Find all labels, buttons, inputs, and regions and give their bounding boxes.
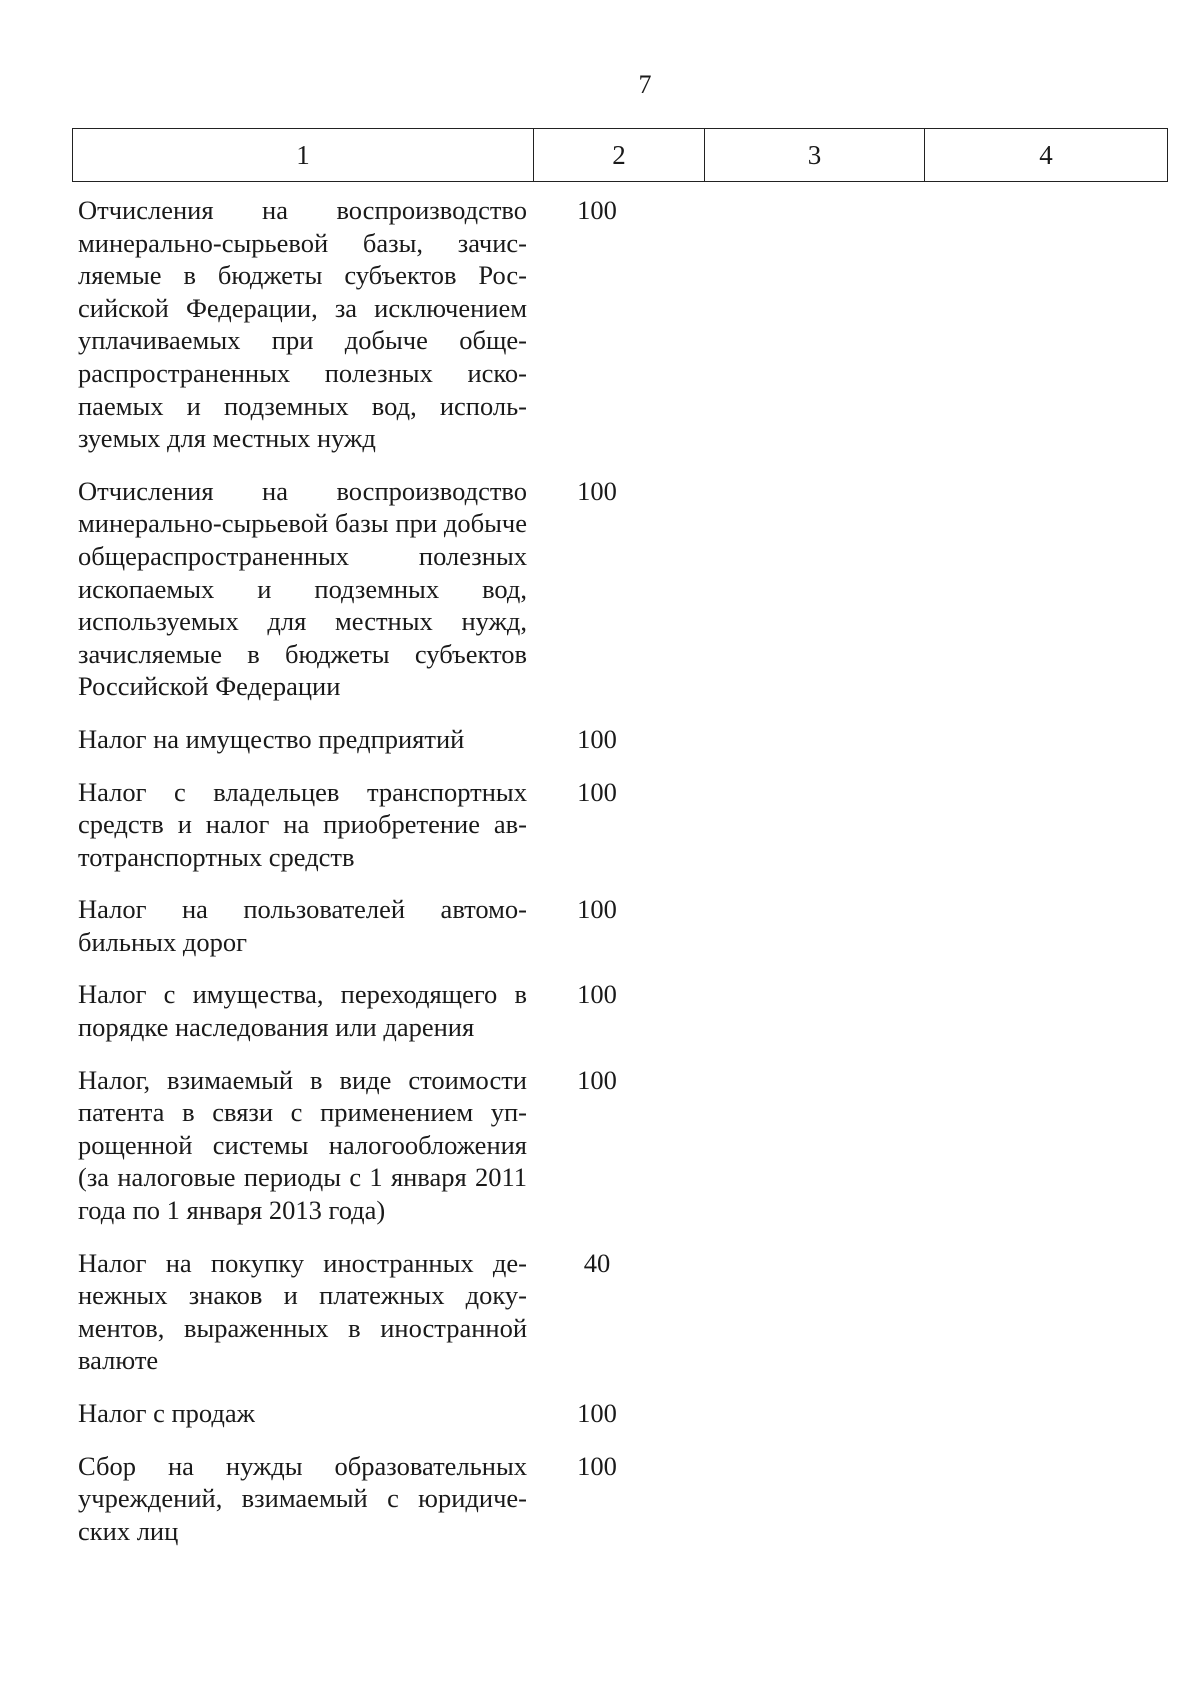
table-row (78, 893, 1178, 958)
column-header-2: 2 (534, 129, 705, 182)
table-row (78, 776, 1178, 874)
table-row (78, 194, 1178, 455)
revenue-name: Отчисления на воспроизводство минерально-сырьевой базы при добыче общераспространенных полезных ископаемых и подземных вод, используемых для местных нужд, зачисляемые в бюджеты субъектов Российской Федерации (78, 475, 527, 702)
revenue-name: Налог с владельцев транспортных средств и налог на приобретение автотранспортных средств (78, 776, 527, 872)
column-header-table (72, 128, 1168, 182)
revenue-percent: 40 (583, 1247, 611, 1278)
revenue-percent: 100 (577, 894, 617, 925)
revenue-percent: 100 (577, 1398, 617, 1428)
table-row (78, 475, 1178, 703)
revenue-percent: 100 (577, 1064, 617, 1095)
table-row (78, 1247, 1178, 1377)
revenue-name: Налог на имущество предприятий (78, 723, 465, 754)
revenue-name: Налог с продаж (78, 1398, 255, 1428)
table-row (78, 1064, 1178, 1227)
revenue-name: Отчисления на воспроизводство минерально-сырьевой базы, зачисляемые в бюджеты субъектов Российской Федерации, за исключением уплачиваемых при добыче общераспространенных полезных ископаемых и подземных вод, используемых для местных нужд (78, 195, 527, 454)
column-header-3: 3 (705, 129, 925, 182)
table-row (78, 978, 1178, 1043)
column-header-1: 1 (73, 129, 534, 182)
revenue-percent: 100 (577, 723, 617, 754)
revenue-percent: 100 (577, 475, 617, 506)
table-row (78, 723, 1178, 756)
revenue-percent: 100 (577, 979, 617, 1010)
revenue-name: Сбор на нужды образовательных учреждений, взимаемый с юридических лиц (78, 1450, 527, 1546)
revenue-percent: 100 (577, 1450, 617, 1481)
revenue-percent: 100 (577, 776, 617, 807)
table-row (78, 1450, 1178, 1548)
revenue-name: Налог на покупку иностранных денежных знаков и платежных документов, выраженных в иностранной валюте (78, 1247, 527, 1376)
table-row (78, 1397, 1178, 1430)
revenue-name: Налог, взимаемый в виде стоимости патента в связи с применением упрощенной системы налогообложения (за налоговые периоды с 1 января 2011 года по 1 января 2013 года) (78, 1064, 527, 1226)
column-header-4: 4 (925, 129, 1168, 182)
revenue-percent: 100 (577, 195, 617, 225)
column-header-row (73, 129, 1168, 182)
revenue-list (78, 194, 1178, 1567)
revenue-name: Налог с имущества, переходящего в порядке наследования или дарения (78, 979, 527, 1043)
page-number: 7 (638, 70, 652, 99)
revenue-name: Налог на пользователей автомобильных дорог (78, 894, 527, 957)
